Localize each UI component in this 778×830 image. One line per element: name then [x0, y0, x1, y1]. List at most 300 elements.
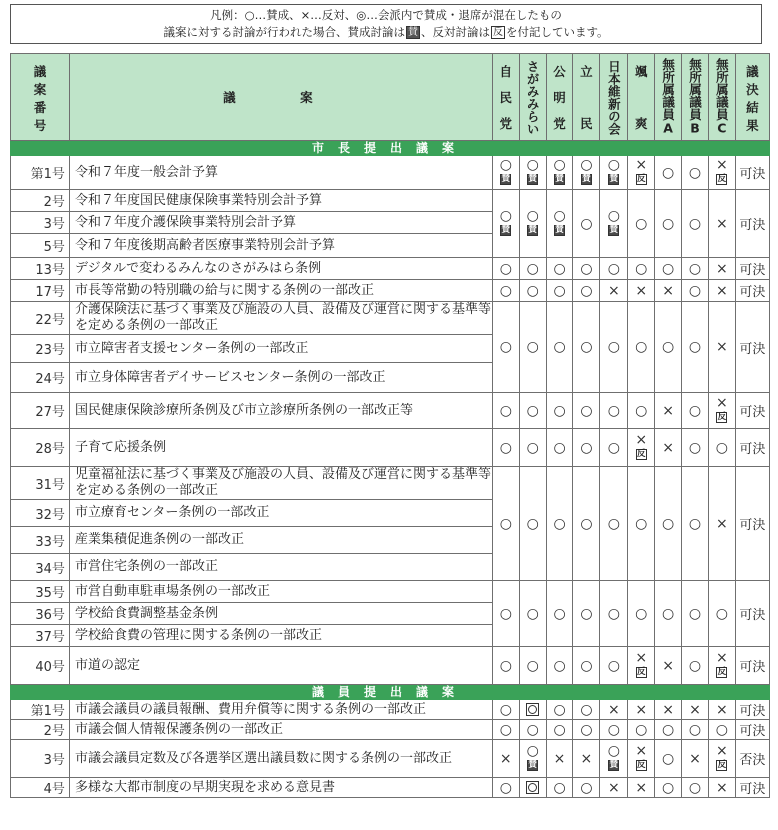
- oppose-mark: ×: [662, 282, 674, 299]
- approve-mark: ○: [553, 402, 566, 419]
- approve-mark: ○: [661, 164, 675, 181]
- approve-mark: ○: [553, 779, 566, 796]
- approve-mark: ○: [607, 439, 620, 456]
- vote-cell: [573, 258, 600, 280]
- party-name-char: 爽: [634, 116, 648, 131]
- party-name: 無所属議員A: [660, 58, 676, 136]
- table-row: [11, 647, 770, 685]
- vote-cell: [492, 700, 519, 720]
- approve-mark: ○: [580, 157, 593, 173]
- result-cell: 可決: [735, 280, 769, 302]
- support-debate-badge: 賛: [501, 224, 511, 235]
- table-row: [11, 720, 770, 740]
- bill-title: 学校給食費の管理に関する条例の一部改正: [69, 625, 492, 647]
- vote-cell: [546, 393, 573, 429]
- approve-mark: ○: [688, 605, 702, 622]
- result-cell: 可決: [735, 393, 769, 429]
- vote-cell: [628, 720, 655, 740]
- bill-title: 国民健康保険診療所条例及び市立診療所条例の一部改正等: [69, 393, 492, 429]
- vote-cell: [628, 700, 655, 720]
- support-debate-badge: 賛: [528, 759, 537, 770]
- approve-mark: ○: [553, 515, 566, 532]
- vote-cell: [682, 429, 709, 467]
- header-result: [735, 54, 769, 141]
- vote-cell: [655, 778, 682, 798]
- approve-mark: ○: [526, 721, 539, 738]
- bill-title: 市議会議員定数及び各選挙区選出議員数に関する条例の一部改正: [69, 740, 492, 778]
- approve-mark: ○: [580, 439, 593, 456]
- vote-cell: [492, 280, 519, 302]
- vote-cell: [519, 700, 546, 720]
- approve-mark: ○: [661, 779, 675, 796]
- party-name-char: 民: [580, 116, 593, 131]
- oppose-mark: ×: [715, 779, 728, 796]
- header-result-char: 議: [746, 64, 759, 79]
- bill-number: 13号: [11, 258, 70, 280]
- party-name: 日本維新の会: [606, 59, 622, 135]
- approve-mark: ○: [553, 339, 566, 355]
- han-box: 反: [492, 27, 503, 38]
- oppose-mark: ×: [715, 701, 728, 718]
- approve-mark: ○: [635, 260, 648, 277]
- approve-mark: ○: [553, 282, 566, 299]
- vote-cell: [600, 581, 628, 647]
- party-name: 無所属議員B: [687, 58, 703, 136]
- oppose-debate-badge: 反: [636, 448, 646, 459]
- approve-mark: ○: [580, 402, 593, 419]
- vote-cell: [492, 647, 519, 685]
- vote-cell: [573, 190, 600, 258]
- vote-cell: [600, 429, 628, 467]
- result-cell: 可決: [735, 647, 769, 685]
- vote-cell: [708, 778, 735, 798]
- approve-mark: ○: [499, 605, 512, 622]
- table-row: [11, 581, 770, 603]
- vote-cell: [682, 280, 709, 302]
- approve-mark: ○: [499, 721, 512, 738]
- approve-mark: ○: [661, 260, 675, 277]
- approve-mark: ○: [688, 657, 702, 674]
- oppose-mark: ×: [607, 282, 620, 299]
- vote-cell: [628, 280, 655, 302]
- bill-title: デジタルで変わるみんなのさがみはら条例: [69, 258, 492, 280]
- vote-cell: [628, 429, 655, 467]
- vote-cell: [655, 393, 682, 429]
- vote-cell: [519, 778, 546, 798]
- approve-mark: ○: [688, 439, 702, 456]
- bill-title: 市営自動車駐車場条例の一部改正: [69, 581, 492, 603]
- section-label: 市長提出議案: [11, 141, 770, 156]
- vote-cell: [546, 156, 573, 190]
- approve-mark: ○: [635, 515, 648, 532]
- oppose-mark: ×: [715, 339, 728, 355]
- approve-mark: ○: [607, 339, 620, 355]
- vote-cell: [708, 740, 735, 778]
- approve-mark: ○: [661, 515, 675, 532]
- bill-title: 市立身体障害者デイサービスセンター条例の一部改正: [69, 363, 492, 393]
- approve-mark: ○: [553, 605, 566, 622]
- vote-cell: [600, 740, 628, 778]
- oppose-mark: ×: [635, 432, 648, 448]
- header-party-8: [682, 54, 709, 141]
- header-number-char: 番: [33, 100, 47, 115]
- vote-cell: [519, 190, 546, 258]
- table-row: [11, 740, 770, 778]
- vote-cell: [600, 302, 628, 393]
- section-header-row: [11, 685, 770, 700]
- approve-mark: ○: [499, 439, 512, 456]
- approve-mark: ○: [661, 721, 675, 738]
- approve-mark: ○: [688, 260, 702, 277]
- table-row: [11, 700, 770, 720]
- vote-cell: [655, 700, 682, 720]
- approve-mark: ○: [607, 402, 620, 419]
- vote-cell: [708, 393, 735, 429]
- support-debate-badge: 賛: [582, 173, 591, 184]
- approve-mark: ○: [607, 208, 620, 224]
- vote-cell: [519, 720, 546, 740]
- vote-cell: [682, 156, 709, 190]
- vote-cell: [519, 740, 546, 778]
- mixed-mark: [526, 703, 539, 716]
- bill-title: 市長等常勤の特別職の給与に関する条例の一部改正: [69, 280, 492, 302]
- approve-mark: ○: [688, 164, 702, 181]
- result-cell: 可決: [735, 258, 769, 280]
- mixed-mark: [526, 781, 539, 794]
- bill-number: 3号: [11, 740, 70, 778]
- vote-cell: [655, 302, 682, 393]
- approve-mark: ○: [553, 439, 566, 456]
- vote-cell: [546, 720, 573, 740]
- header-number: [11, 54, 70, 141]
- oppose-mark: ×: [607, 701, 620, 718]
- header-result-char: 果: [746, 118, 759, 133]
- vote-cell: [628, 156, 655, 190]
- table-row: [11, 429, 770, 467]
- oppose-mark: ×: [553, 750, 566, 767]
- vote-cell: [519, 647, 546, 685]
- vote-cell: [546, 778, 573, 798]
- oppose-mark: ×: [715, 515, 728, 532]
- approve-mark: ○: [499, 779, 512, 796]
- bill-title: 令和７年度後期高齢者医療事業特別会計予算: [69, 234, 492, 258]
- oppose-mark: ×: [715, 650, 728, 666]
- vote-cell: [655, 647, 682, 685]
- vote-cell: [600, 647, 628, 685]
- vote-cell: [519, 258, 546, 280]
- vote-cell: [682, 700, 709, 720]
- support-debate-badge: 賛: [609, 759, 619, 770]
- approve-mark: ○: [607, 657, 620, 674]
- approve-mark: ○: [499, 260, 512, 277]
- bill-number: 34号: [11, 554, 70, 581]
- party-name-char: 民: [499, 90, 513, 105]
- oppose-debate-badge: 反: [636, 666, 646, 677]
- header-result-char: 決: [746, 82, 759, 97]
- bill-title: 介護保険法に基づく事業及び施設の人員、設備及び運営に関する基準等を定める条例の一部改正: [69, 302, 492, 335]
- approve-mark: ○: [607, 515, 620, 532]
- vote-cell: [492, 720, 519, 740]
- party-name: さがみみらい: [525, 59, 541, 135]
- vote-cell: [492, 778, 519, 798]
- vote-cell: [682, 467, 709, 581]
- vote-cell: [628, 581, 655, 647]
- oppose-mark: ×: [662, 439, 674, 456]
- vote-results-table: [10, 53, 770, 798]
- party-name-char: 立: [580, 64, 593, 79]
- bill-title: 市道の認定: [69, 647, 492, 685]
- vote-cell: [682, 393, 709, 429]
- header-party-7: [655, 54, 682, 141]
- vote-cell: [573, 720, 600, 740]
- legend-line-1: 凡例：○…賛成、×…反対、◎…会派内で賛成・退席が混在したもの: [210, 8, 562, 22]
- vote-cell: [682, 302, 709, 393]
- vote-cell: [628, 393, 655, 429]
- vote-cell: [708, 258, 735, 280]
- bill-number: 3号: [11, 212, 70, 234]
- approve-mark: ○: [499, 657, 512, 674]
- approve-mark: ○: [688, 402, 702, 419]
- vote-cell: [600, 280, 628, 302]
- approve-mark: ○: [607, 260, 620, 277]
- header-number-char: 案: [33, 82, 47, 97]
- approve-mark: ○: [580, 605, 593, 622]
- approve-mark: ○: [499, 208, 512, 224]
- bill-title: 市議会議員の議員報酬、費用弁償等に関する条例の一部改正: [69, 700, 492, 720]
- party-name: 無所属議員C: [714, 58, 730, 136]
- vote-cell: [708, 280, 735, 302]
- bill-number: 22号: [11, 302, 70, 335]
- san-box: 賛: [407, 27, 418, 38]
- vote-cell: [708, 302, 735, 393]
- approve-mark: ○: [499, 157, 512, 173]
- approve-mark: ○: [526, 439, 539, 456]
- support-debate-badge: 賛: [528, 224, 537, 235]
- approve-mark: ○: [715, 605, 728, 622]
- oppose-debate-badge: 反: [717, 173, 727, 184]
- header-party-3: [546, 54, 573, 141]
- result-cell: 可決: [735, 778, 769, 798]
- approve-mark: ○: [580, 339, 593, 355]
- vote-cell: [492, 156, 519, 190]
- header-result-char: 結: [746, 100, 759, 115]
- oppose-mark: ×: [662, 402, 674, 419]
- vote-cell: [628, 740, 655, 778]
- oppose-mark: ×: [715, 157, 728, 173]
- table-row: [11, 280, 770, 302]
- bill-number: 第1号: [11, 156, 70, 190]
- vote-cell: [708, 581, 735, 647]
- oppose-mark: ×: [689, 750, 701, 767]
- bill-number: 2号: [11, 190, 70, 212]
- vote-cell: [708, 700, 735, 720]
- approve-mark: ○: [499, 515, 512, 532]
- vote-cell: [655, 581, 682, 647]
- header-party-4: [573, 54, 600, 141]
- table-row: [11, 393, 770, 429]
- bill-title: 令和７年度介護保険事業特別会計予算: [69, 212, 492, 234]
- bill-number: 28号: [11, 429, 70, 467]
- approve-mark: ○: [688, 779, 702, 796]
- oppose-debate-badge: 反: [636, 759, 646, 770]
- bill-number: 4号: [11, 778, 70, 798]
- vote-cell: [492, 740, 519, 778]
- approve-mark: ○: [526, 657, 539, 674]
- vote-cell: [573, 467, 600, 581]
- oppose-mark: ×: [607, 779, 620, 796]
- approve-mark: ○: [553, 157, 566, 173]
- oppose-mark: ×: [662, 657, 674, 674]
- header-title: 議 案: [69, 54, 492, 141]
- result-cell: 可決: [735, 156, 769, 190]
- oppose-mark: ×: [715, 215, 728, 232]
- bill-title: 多様な大都市制度の早期実現を求める意見書: [69, 778, 492, 798]
- vote-cell: [546, 258, 573, 280]
- oppose-debate-badge: 反: [717, 759, 727, 770]
- vote-cell: [573, 393, 600, 429]
- vote-cell: [519, 393, 546, 429]
- vote-cell: [600, 190, 628, 258]
- oppose-debate-badge: 反: [717, 411, 727, 422]
- vote-cell: [573, 280, 600, 302]
- bill-number: 第1号: [11, 700, 70, 720]
- bill-number: 35号: [11, 581, 70, 603]
- approve-mark: ○: [607, 605, 620, 622]
- vote-cell: [519, 429, 546, 467]
- oppose-mark: ×: [715, 395, 728, 411]
- approve-mark: ○: [635, 339, 648, 355]
- vote-cell: [492, 429, 519, 467]
- support-debate-badge: 賛: [609, 173, 619, 184]
- legend-line-2: 議案に対する討論が行われた場合、賛成討論は 賛 、反対討論は 反 を付記しています。: [163, 25, 609, 39]
- vote-cell: [573, 740, 600, 778]
- approve-mark: ○: [580, 779, 593, 796]
- vote-cell: [628, 190, 655, 258]
- vote-cell: [600, 258, 628, 280]
- approve-mark: ○: [607, 743, 620, 759]
- vote-cell: [682, 778, 709, 798]
- vote-cell: [519, 302, 546, 393]
- vote-cell: [708, 647, 735, 685]
- approve-mark: ○: [499, 339, 512, 355]
- bill-title: 市立療育センター条例の一部改正: [69, 500, 492, 527]
- vote-cell: [628, 302, 655, 393]
- oppose-mark: ×: [689, 701, 701, 718]
- vote-cell: [708, 156, 735, 190]
- header-party-6: [628, 54, 655, 141]
- result-cell: 可決: [735, 700, 769, 720]
- vote-cell: [682, 720, 709, 740]
- table-row: [11, 778, 770, 798]
- vote-cell: [628, 467, 655, 581]
- approve-mark: ○: [580, 215, 593, 232]
- approve-mark: ○: [635, 402, 648, 419]
- vote-cell: [655, 190, 682, 258]
- bill-title: 令和７年度一般会計予算: [69, 156, 492, 190]
- support-debate-badge: 賛: [555, 173, 564, 184]
- approve-mark: ○: [553, 208, 566, 224]
- vote-cell: [573, 156, 600, 190]
- party-name-char: 党: [553, 116, 566, 131]
- approve-mark: ○: [526, 282, 539, 299]
- vote-cell: [546, 280, 573, 302]
- table-row: [11, 156, 770, 190]
- vote-cell: [655, 740, 682, 778]
- result-cell: 可決: [735, 581, 769, 647]
- oppose-mark: ×: [499, 750, 512, 767]
- vote-cell: [655, 280, 682, 302]
- approve-mark: ○: [526, 743, 539, 759]
- approve-mark: ○: [580, 701, 593, 718]
- vote-cell: [655, 720, 682, 740]
- approve-mark: ○: [526, 515, 539, 532]
- approve-mark: ○: [553, 701, 566, 718]
- bill-title: 市営住宅条例の一部改正: [69, 554, 492, 581]
- bill-number: 40号: [11, 647, 70, 685]
- approve-mark: ○: [688, 515, 702, 532]
- approve-mark: ○: [526, 402, 539, 419]
- party-name-char: 明: [553, 90, 566, 105]
- vote-cell: [682, 647, 709, 685]
- support-debate-badge: 賛: [528, 173, 537, 184]
- header-party-1: [492, 54, 519, 141]
- bill-number: 27号: [11, 393, 70, 429]
- bill-number: 24号: [11, 363, 70, 393]
- vote-cell: [519, 156, 546, 190]
- vote-cell: [492, 258, 519, 280]
- bill-number: 23号: [11, 335, 70, 363]
- vote-cell: [492, 581, 519, 647]
- vote-cell: [628, 258, 655, 280]
- header-number-char: 号: [33, 118, 47, 133]
- approve-mark: ○: [715, 439, 728, 456]
- approve-mark: ○: [635, 215, 648, 232]
- table-row: [11, 258, 770, 280]
- table-row: [11, 302, 770, 335]
- approve-mark: ○: [688, 215, 702, 232]
- header-party-5: [600, 54, 628, 141]
- vote-cell: [628, 647, 655, 685]
- vote-cell: [708, 429, 735, 467]
- oppose-mark: ×: [635, 282, 648, 299]
- party-name-char: 公: [553, 64, 566, 79]
- vote-cell: [546, 190, 573, 258]
- oppose-mark: ×: [715, 743, 728, 759]
- vote-cell: [600, 700, 628, 720]
- approve-mark: ○: [661, 215, 675, 232]
- oppose-mark: ×: [715, 260, 728, 277]
- vote-cell: [546, 700, 573, 720]
- vote-cell: [573, 778, 600, 798]
- header-number-char: 議: [33, 64, 47, 79]
- approve-mark: ○: [499, 402, 512, 419]
- vote-cell: [600, 393, 628, 429]
- vote-cell: [492, 190, 519, 258]
- vote-cell: [600, 467, 628, 581]
- bill-title: 児童福祉法に基づく事業及び施設の人員、設備及び運営に関する基準等を定める条例の一部改正: [69, 467, 492, 500]
- vote-cell: [546, 740, 573, 778]
- header-row: [11, 54, 770, 141]
- bill-number: 32号: [11, 500, 70, 527]
- approve-mark: ○: [526, 339, 539, 355]
- table-row: [11, 467, 770, 500]
- approve-mark: ○: [526, 260, 539, 277]
- bill-number: 36号: [11, 603, 70, 625]
- legend-box: [10, 4, 762, 44]
- oppose-debate-badge: 反: [636, 173, 646, 184]
- vote-cell: [573, 429, 600, 467]
- result-cell: 可決: [735, 467, 769, 581]
